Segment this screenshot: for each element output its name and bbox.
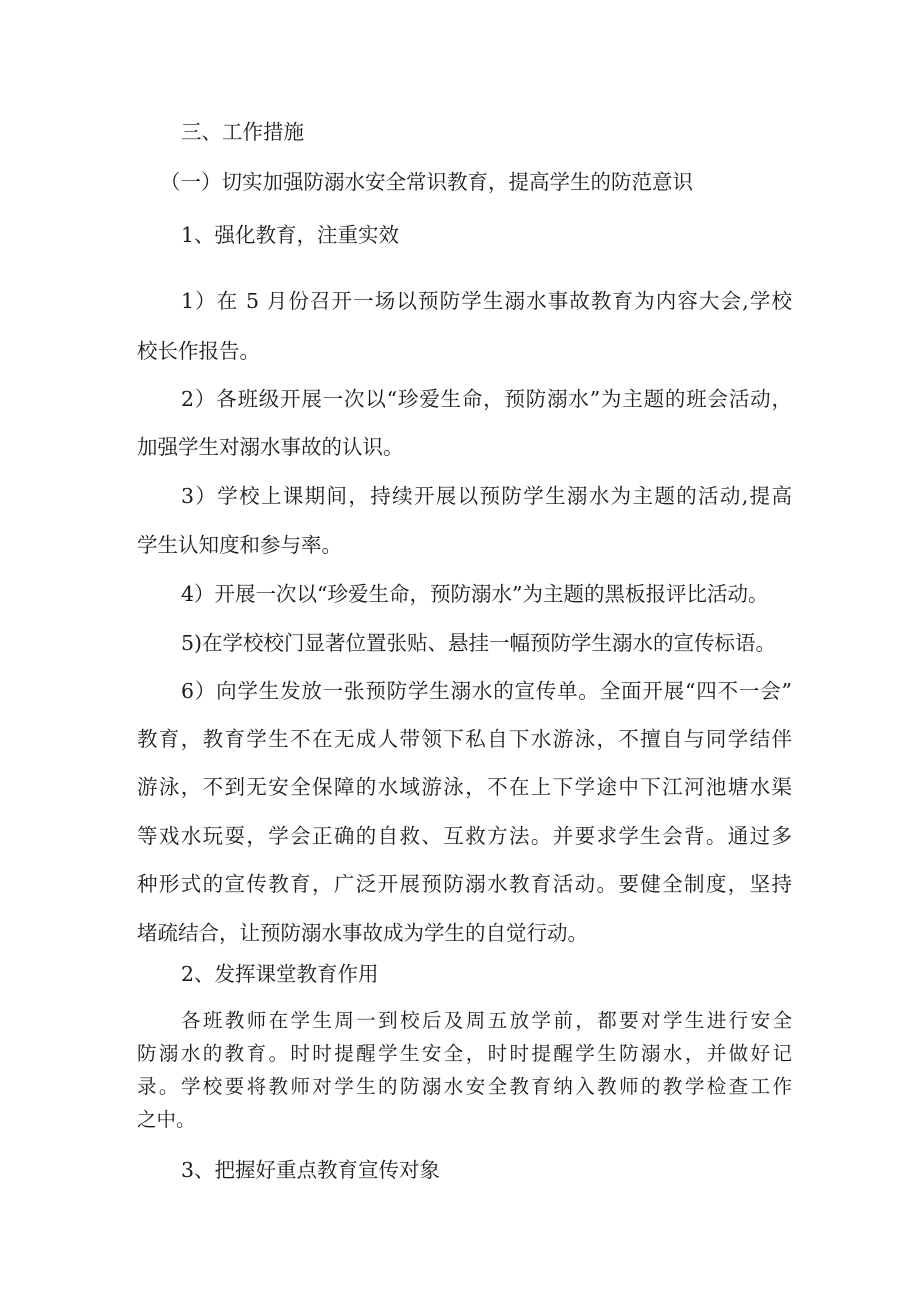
para-7-line-4: 之中。 [137, 1108, 196, 1131]
para-7-line-1: 各班教师在学生周一到校后及周五放学前，都要对学生进行安全 [181, 1009, 792, 1032]
item-1-title: 1、强化教育，注重实效 [181, 223, 400, 247]
para-6-line-4: 等戏水玩耍，学会正确的自救、互救方法。并要求学生会背。通过多 [137, 824, 792, 848]
item-3-title: 3、把握好重点教育宣传对象 [181, 1158, 441, 1182]
para-6-line-3: 游泳，不到无安全保障的水域游泳，不在上下学途中下江河池塘水渠 [137, 775, 792, 799]
section-heading: 三、工作措施 [181, 120, 304, 144]
para-6-line-5: 种形式的宣传教育，广泛开展预防溺水教育活动。要健全制度，坚持 [137, 872, 792, 896]
para-7-line-2: 防溺水的教育。时时提醒学生安全，时时提醒学生防溺水，并做好记 [137, 1042, 792, 1065]
para-1-line-1: 1）在 5 月份召开一场以预防学生溺水事故教育为内容大会,学校 [181, 289, 792, 313]
para-2-line-1: 2）各班级开展一次以“珍爱生命，预防溺水”为主题的班会活动， [181, 387, 792, 411]
para-3-line-1: 3）学校上课期间，持续开展以预防学生溺水为主题的活动,提高 [181, 484, 792, 508]
para-5: 5)在学校校门显著位置张贴、悬挂一幅预防学生溺水的宣传标语。 [181, 631, 777, 655]
subsection-heading: （一）切实加强防溺水安全常识教育，提高学生的防范意识 [160, 170, 693, 194]
para-6-line-2: 教育，教育学生不在无成人带领下私自下水游泳，不擅自与同学结伴 [137, 727, 792, 751]
para-7-line-3: 录。学校要将教师对学生的防溺水安全教育纳入教师的教学检查工作 [137, 1075, 792, 1098]
para-3-line-2: 学生认知度和参与率。 [137, 533, 342, 557]
para-4: 4）开展一次以“珍爱生命，预防溺水”为主题的黑板报评比活动。 [181, 582, 769, 606]
para-1-line-2: 校长作报告。 [137, 339, 260, 363]
para-2-line-2: 加强学生对溺水事故的认识。 [137, 435, 404, 459]
item-2-title: 2、发挥课堂教育作用 [181, 962, 379, 986]
para-6-line-6: 堵疏结合，让预防溺水事故成为学生的自觉行动。 [137, 921, 588, 945]
para-6-line-1: 6）向学生发放一张预防学生溺水的宣传单。全面开展“四不一会” [181, 679, 792, 703]
